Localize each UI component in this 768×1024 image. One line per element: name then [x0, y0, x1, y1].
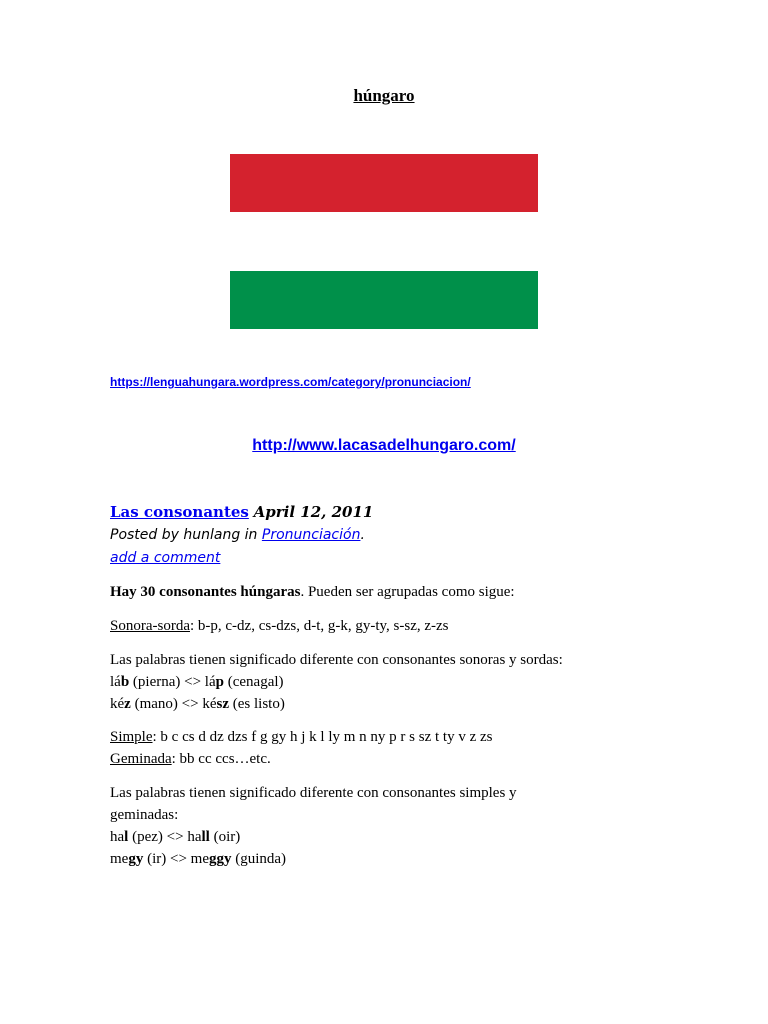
posted-by-period: .	[360, 527, 365, 543]
flag-stripe-red	[230, 154, 538, 212]
wordpress-link[interactable]: https://lenguahungara.wordpress.com/category/pronunciacion/	[110, 375, 471, 389]
example-text: (pierna) <> lá	[129, 674, 216, 690]
add-comment-link[interactable]: add a comment	[110, 550, 221, 566]
example-bold: b	[120, 674, 130, 690]
example-bold: ggy	[208, 851, 232, 867]
posted-by	[110, 524, 365, 546]
post-date: April 12, 2011	[253, 503, 374, 521]
intro-paragraph	[110, 581, 515, 603]
example-text: (ir) <> me	[143, 851, 209, 867]
example-text: (cenagal)	[223, 674, 284, 690]
example-bold: p	[215, 674, 224, 690]
example-text: ha	[110, 829, 125, 845]
example-text: lá	[110, 674, 121, 690]
sonora-example-1	[110, 671, 284, 693]
example-text: (guinda)	[231, 851, 287, 867]
intro-rest: . Pueden ser agrupadas como sigue:	[300, 584, 515, 600]
simple-pairs-intro: Las palabras tienen significado diferente con consonantes simples y	[110, 785, 517, 801]
simple-pairs-intro-cont: geminadas:	[110, 807, 179, 823]
simple-label: Simple	[110, 729, 153, 745]
example-text: (mano) <> ké	[130, 696, 217, 712]
casa-del-hungaro-link[interactable]: http://www.lacasadelhungaro.com/	[252, 437, 516, 454]
simple-example-2	[110, 848, 286, 870]
posted-by-text: Posted by hunlang in	[110, 527, 262, 543]
flag-stripe-green	[230, 271, 538, 329]
geminada-list: : bb cc ccs…etc.	[171, 751, 271, 767]
example-bold: z	[124, 696, 131, 712]
geminada-label: Geminada	[110, 751, 172, 767]
simple-list: : b c cs d dz dzs f g gy h j k l ly m n ny p r s sz t ty v z zs	[152, 729, 493, 745]
example-bold: sz	[216, 696, 229, 712]
example-bold: gy	[128, 851, 144, 867]
category-link[interactable]: Pronunciación	[261, 527, 361, 543]
sonora-sorda-label: Sonora-sorda	[110, 618, 190, 634]
flag-stripe-white	[230, 212, 538, 270]
page-title: húngaro	[353, 86, 415, 105]
sonora-pairs-intro: Las palabras tienen significado diferente con consonantes sonoras y sordas:	[110, 652, 563, 668]
sonora-sorda-line	[110, 615, 449, 637]
example-text: me	[110, 851, 129, 867]
post-title-link[interactable]: Las consonantes	[110, 503, 249, 521]
simple-line	[110, 726, 492, 748]
post-header	[110, 501, 373, 523]
example-text: (pez) <> ha	[128, 829, 202, 845]
example-text: (oir)	[209, 829, 241, 845]
geminada-line	[110, 748, 271, 770]
sonora-example-2	[110, 693, 285, 715]
example-text: ké	[110, 696, 125, 712]
simple-example-1	[110, 826, 240, 848]
example-bold: l	[124, 829, 129, 845]
example-text: (es listo)	[229, 696, 285, 712]
intro-bold: Hay 30 consonantes húngaras	[110, 584, 301, 600]
sonora-sorda-list: : b-p, c-dz, cs-dzs, d-t, g-k, gy-ty, s-sz, z-zs	[189, 618, 449, 634]
example-bold: ll	[201, 829, 210, 845]
